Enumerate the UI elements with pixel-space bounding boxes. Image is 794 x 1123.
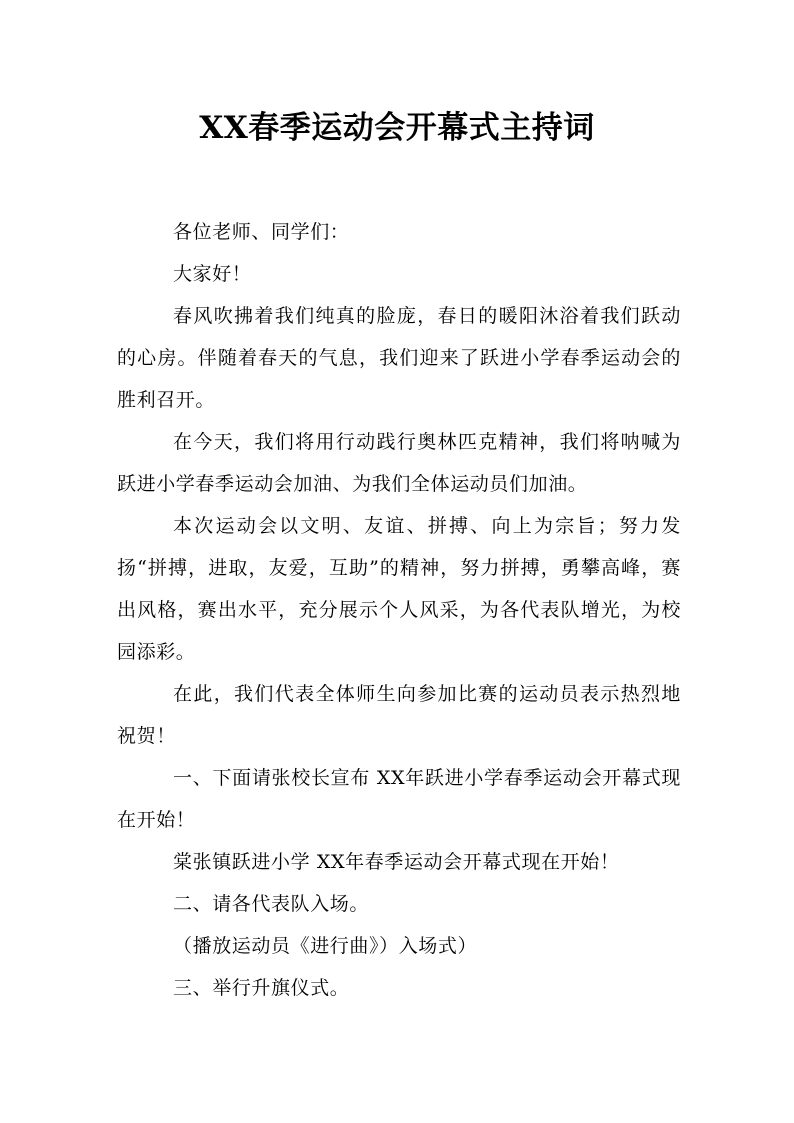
paragraph-step-three: 三、举行升旗仪式。: [173, 977, 350, 999]
paragraph-announcement: 棠张镇跃进小学 XX年春季运动会开幕式现在开始！: [173, 851, 620, 873]
paragraph-step-one: 一、下面请张校长宣布 XX年跃进小学春季运动会开幕式现在开始！: [117, 767, 681, 831]
paragraph-music-note: （播放运动员《进行曲》）入场式）: [173, 935, 478, 957]
document-body: [117, 211, 681, 1009]
paragraph-greeting: 各位老师、同学们：: [173, 221, 350, 243]
paragraph-olympic-spirit: 在今天，我们将用行动践行奥林匹克精神，我们将呐喊为跃进小学春季运动会加油、为我们全体运动员们加油。: [117, 431, 681, 495]
paragraph-spring: 春风吹拂着我们纯真的脸庞，春日的暖阳沐浴着我们跃动的心房。伴随着春天的气息，我们迎来了跃进小学春季运动会的胜利召开。: [117, 305, 681, 411]
paragraph-purpose: 本次运动会以文明、友谊、拼搏、向上为宗旨；努力发扬“拼搏，进取，友爱，互助”的精神，努力拼搏，勇攀高峰，赛出风格，赛出水平，充分展示个人风采，为各代表队增光，为校园添彩。: [117, 515, 681, 663]
document-title: XX春季运动会开幕式主持词: [199, 110, 595, 146]
paragraph-hello: 大家好！: [173, 263, 252, 285]
paragraph-congratulations: 在此，我们代表全体师生向参加比赛的运动员表示热烈地祝贺！: [117, 683, 681, 747]
paragraph-step-two: 二、请各代表队入场。: [173, 893, 370, 915]
